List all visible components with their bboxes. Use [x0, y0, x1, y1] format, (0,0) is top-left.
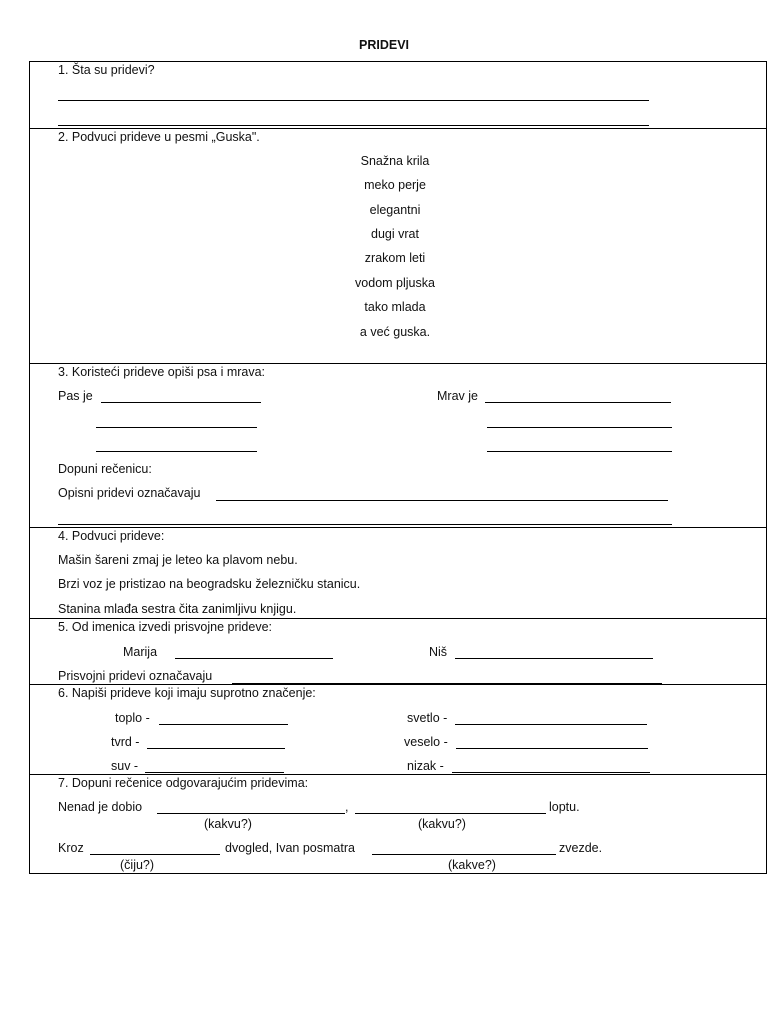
- nis-answer-line[interactable]: [455, 658, 653, 659]
- mrav-answer-line[interactable]: [487, 451, 672, 452]
- sentence-2-start: Kroz: [58, 841, 84, 855]
- pas-answer-line[interactable]: [96, 427, 257, 428]
- prisvojni-label: Prisvojni pridevi označavaju: [58, 669, 213, 683]
- section-3: [29, 363, 767, 528]
- question-4-prompt: 4. Podvuci prideve:: [58, 529, 165, 543]
- sentence: Mašin šareni zmaj je leteo ka plavom nebu.: [58, 553, 298, 567]
- pas-label: Pas je: [58, 389, 93, 403]
- sentence: Brzi voz je pristizao na beogradsku železničku stanicu.: [58, 577, 361, 591]
- question-7-prompt: 7. Dopuni rečenice odgovarajućim pridevima:: [58, 776, 309, 790]
- veselo-answer-line[interactable]: [456, 748, 648, 749]
- poem-line: zrakom leti: [364, 251, 426, 265]
- sentence-2-mid: dvogled, Ivan posmatra: [225, 841, 355, 855]
- poem-line: a već guska.: [359, 325, 431, 339]
- hint-kakve: (kakve?): [448, 858, 496, 872]
- hint-kakvu: (kakvu?): [204, 817, 252, 831]
- toplo-answer-line[interactable]: [159, 724, 288, 725]
- question-3-prompt: 3. Koristeći prideve opiši psa i mrava:: [58, 365, 266, 379]
- word-nis: Niš: [429, 645, 448, 659]
- poem-line: tako mlada: [364, 300, 426, 314]
- poem-line: elegantni: [369, 203, 421, 217]
- sentence-1-end: loptu.: [549, 800, 580, 814]
- hint-kakvu: (kakvu?): [418, 817, 466, 831]
- prisvojni-answer-line[interactable]: [232, 683, 662, 684]
- sentence-1-blank-2[interactable]: [355, 813, 546, 814]
- poem-line: meko perje: [364, 178, 426, 192]
- word-veselo: veselo -: [404, 735, 448, 749]
- poem-line: vodom pljuska: [355, 276, 435, 290]
- word-toplo: toplo -: [115, 711, 150, 725]
- question-1-prompt: 1. Šta su pridevi?: [58, 63, 155, 77]
- question-6-prompt: 6. Napiši prideve koji imaju suprotno značenje:: [58, 686, 316, 700]
- sentence-1-start: Nenad je dobio: [58, 800, 143, 814]
- svetlo-answer-line[interactable]: [455, 724, 647, 725]
- sentence-1-blank-1[interactable]: [157, 813, 345, 814]
- pas-answer-line[interactable]: [96, 451, 257, 452]
- nizak-answer-line[interactable]: [452, 772, 650, 773]
- opisni-answer-line[interactable]: [58, 524, 672, 525]
- poem-line: Snažna krila: [360, 154, 430, 168]
- question-2-prompt: 2. Podvuci prideve u pesmi „Guska".: [58, 130, 260, 144]
- answer-line[interactable]: [58, 100, 649, 101]
- sentence-2-blank-2[interactable]: [372, 854, 556, 855]
- opisni-label: Opisni pridevi označavaju: [58, 486, 201, 500]
- mrav-answer-line[interactable]: [485, 402, 671, 403]
- word-marija: Marija: [123, 645, 158, 659]
- answer-line[interactable]: [58, 125, 649, 126]
- tvrd-answer-line[interactable]: [147, 748, 285, 749]
- word-suv: suv -: [111, 759, 139, 773]
- sentence-2-blank-1[interactable]: [90, 854, 220, 855]
- pas-answer-line[interactable]: [101, 402, 261, 403]
- page-title: PRIDEVI: [358, 38, 410, 52]
- opisni-answer-line[interactable]: [216, 500, 668, 501]
- hint-ciju: (čiju?): [120, 858, 155, 872]
- comma: ,: [345, 800, 349, 814]
- dopuni-label: Dopuni rečenicu:: [58, 462, 152, 476]
- word-svetlo: svetlo -: [407, 711, 448, 725]
- poem-line: dugi vrat: [371, 227, 419, 241]
- question-5-prompt: 5. Od imenica izvedi prisvojne prideve:: [58, 620, 272, 634]
- suv-answer-line[interactable]: [145, 772, 284, 773]
- word-tvrd: tvrd -: [111, 735, 140, 749]
- word-nizak: nizak -: [407, 759, 444, 773]
- sentence-2-end: zvezde.: [559, 841, 603, 855]
- mrav-label: Mrav je: [437, 389, 478, 403]
- marija-answer-line[interactable]: [175, 658, 333, 659]
- mrav-answer-line[interactable]: [487, 427, 672, 428]
- sentence: Stanina mlađa sestra čita zanimljivu knjigu.: [58, 602, 297, 616]
